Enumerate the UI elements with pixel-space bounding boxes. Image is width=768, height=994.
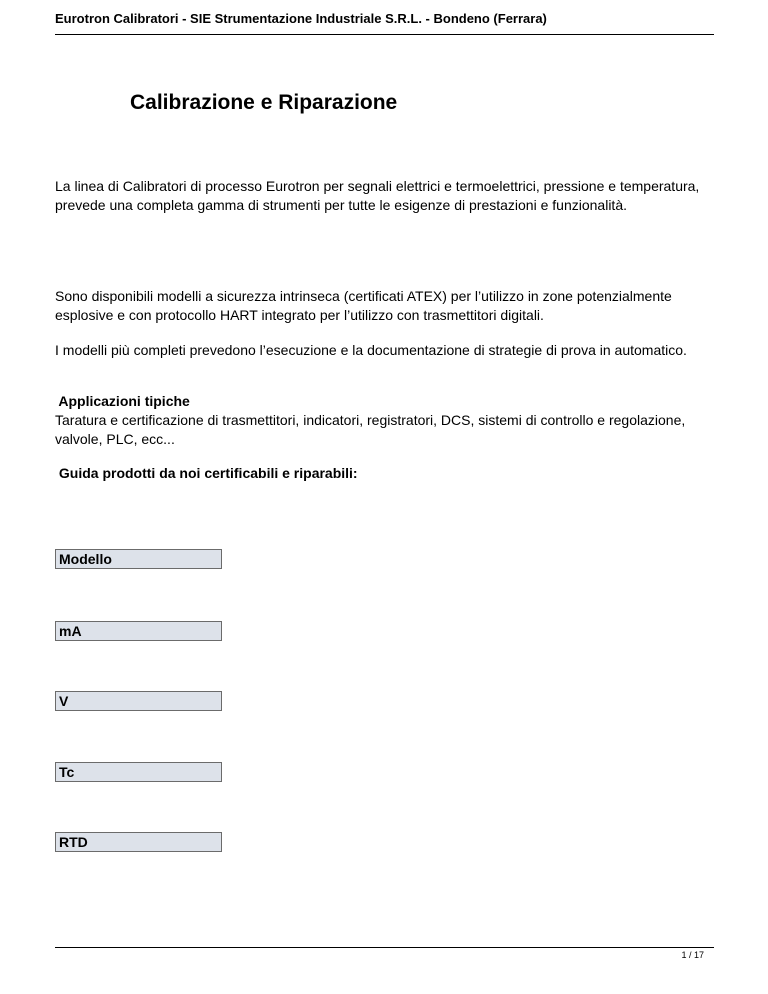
automation-paragraph: I modelli più completi prevedono l’esecuzione e la documentazione di strategie di prova in automatico. <box>55 342 687 358</box>
header-divider <box>55 34 714 35</box>
atex-paragraph: Sono disponibili modelli a sicurezza intrinseca (certificati ATEX) per l’utilizzo in zone potenzialmente esplosive e con protocollo HART integrato per l’utilizzo con trasmettitori digitali. <box>55 288 672 323</box>
intro-paragraph: La linea di Calibratori di processo Eurotron per segnali elettrici e termoelettrici, pressione e temperatura, prevede una completa gamma di strumenti per tutte le esigenze di prestazioni e funzionalità. <box>55 178 700 213</box>
table-header-modello: Modello <box>55 549 222 569</box>
applications-text: Taratura e certificazione di trasmettitori, indicatori, registratori, DCS, sistemi di controllo e regolazione, valvole, PLC, ecc... <box>55 412 686 447</box>
footer-divider <box>55 947 714 948</box>
product-guide-heading: Guida prodotti da noi certificabili e riparabili: <box>55 465 358 481</box>
page-number: 1 / 17 <box>681 950 704 960</box>
table-header-v: V <box>55 691 222 711</box>
document-header: Eurotron Calibratori - SIE Strumentazione Industriale S.R.L. - Bondeno (Ferrara) <box>55 11 547 26</box>
table-header-ma: mA <box>55 621 222 641</box>
applications-heading: Applicazioni tipiche <box>55 393 190 409</box>
table-header-rtd: RTD <box>55 832 222 852</box>
page-title: Calibrazione e Riparazione <box>130 91 398 114</box>
table-header-tc: Tc <box>55 762 222 782</box>
